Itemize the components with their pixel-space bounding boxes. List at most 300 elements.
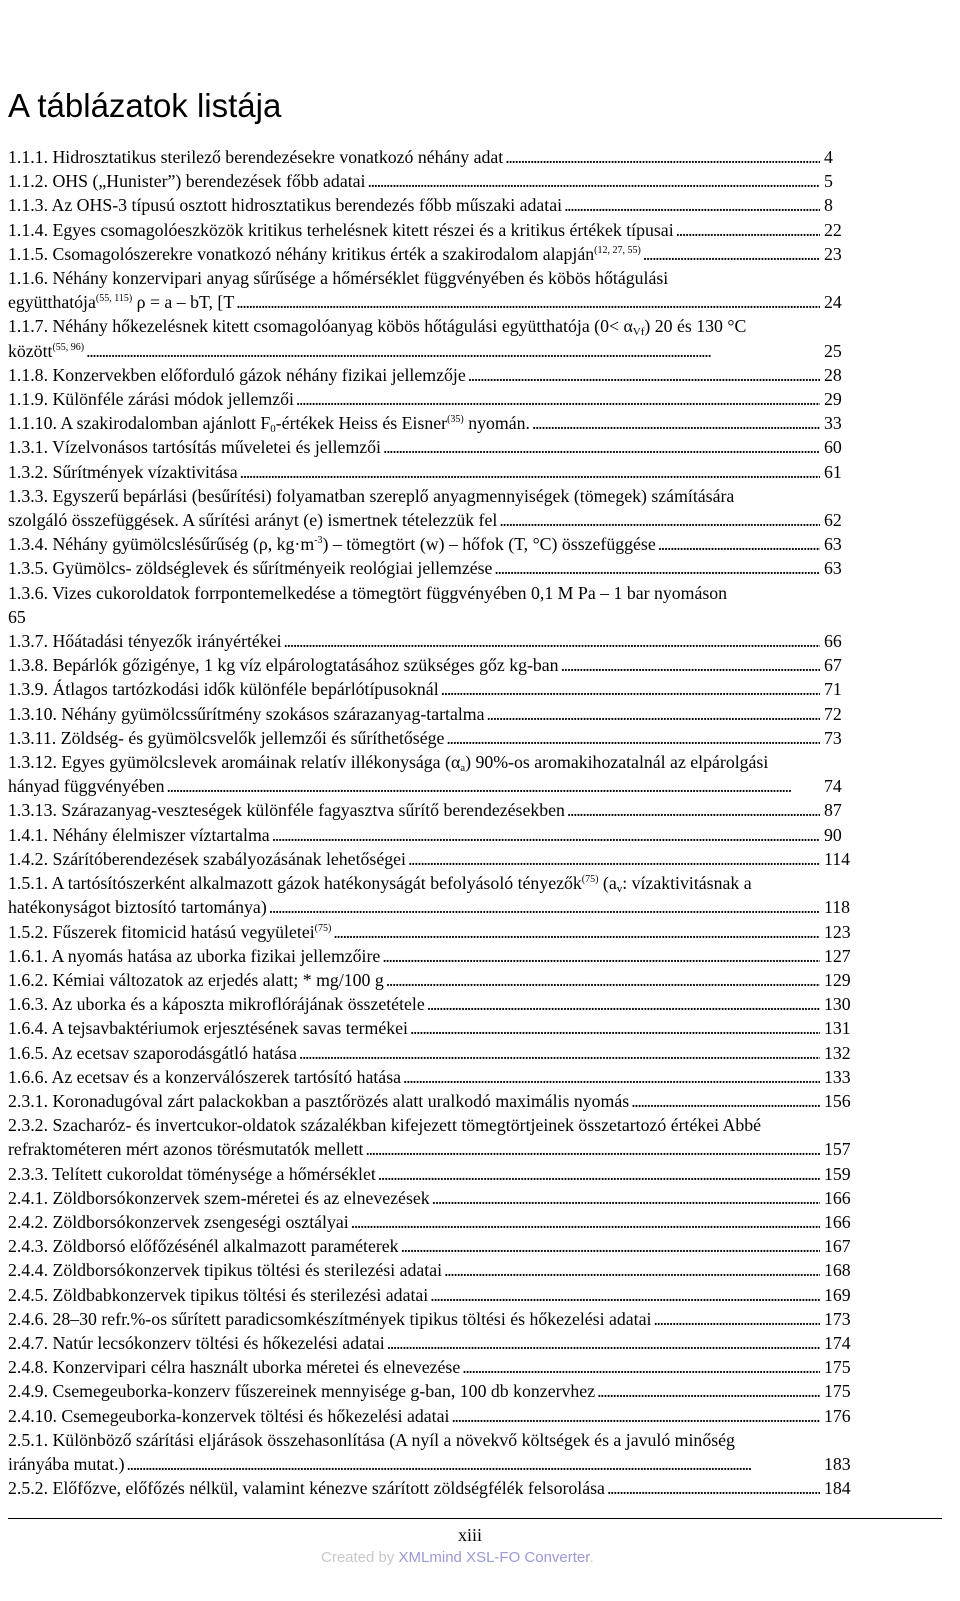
- entry-label: [8, 581, 727, 605]
- entry-title: Csomagolószerekre vonatkozó néhány kritikus érték a szakirodalom alapján: [52, 243, 595, 264]
- converter-credit: [321, 1548, 594, 1568]
- entry-page: 168: [824, 1260, 851, 1281]
- entry-title: Néhány konzervipari anyag sűrűsége a hőmérséklet függvényében és köbös hőtágulási: [52, 268, 669, 289]
- entry-label: [8, 169, 365, 193]
- entry-number: 2.3.1.: [8, 1090, 49, 1111]
- entry-title: Az ecetsav és a konzerválószerek tartósító hatása: [51, 1066, 402, 1087]
- entry-title: Zöldborsókonzervek szem-méretei és az elnevezések: [52, 1187, 430, 1208]
- entry-number: 1.3.2.: [8, 461, 49, 482]
- entry-reference: (12, 27, 55): [594, 244, 641, 256]
- entry-page: 118: [824, 897, 851, 918]
- entry-label: [8, 920, 331, 944]
- entry-title: Egyes gyümölcslevek aromáinak relatív illékonysága (α: [61, 752, 461, 773]
- entry-title: A nyomás hatása az uborka fizikai jellemzőire: [51, 945, 381, 966]
- toc-entry[interactable]: [8, 1428, 852, 1476]
- entry-label: [8, 823, 270, 847]
- entry-number: 1.4.1.: [8, 824, 49, 845]
- entry-label: [8, 218, 674, 242]
- toc-entry[interactable]: [8, 556, 852, 580]
- entry-number: 1.6.2.: [8, 969, 49, 990]
- toc-entry[interactable]: [8, 871, 852, 919]
- entry-page: 127: [824, 945, 851, 966]
- entry-label: [8, 532, 656, 556]
- entry-title-continued: ) 90%-os aromakihozatalnál az elpárolgási: [465, 752, 769, 773]
- entry-title: A szakirodalomban ajánlott F: [60, 413, 271, 434]
- toc-entry[interactable]: [8, 1404, 852, 1428]
- leader-dots: [366, 1137, 821, 1161]
- entry-number: 1.1.8.: [8, 364, 49, 385]
- entry-title: Gyümölcs- zöldséglevek és sűrítményeik reológiai jellemzése: [52, 558, 493, 579]
- entry-label: [8, 363, 466, 387]
- leader-dots: [462, 1355, 820, 1379]
- leader-dots: [567, 798, 820, 822]
- entry-label: [8, 677, 439, 701]
- entry-number: 1.5.1.: [8, 873, 49, 894]
- toc-entry[interactable]: [8, 1065, 852, 1089]
- toc-entry[interactable]: [8, 823, 852, 847]
- entry-number: 1.1.10.: [8, 413, 57, 434]
- entry-label-continued: [8, 774, 165, 798]
- entry-number: 1.1.9.: [8, 389, 49, 410]
- entry-label: [8, 193, 562, 217]
- leader-dots: [383, 435, 820, 459]
- entry-title: Zöldborsókonzervek tipikus töltési és sterilezési adatai: [52, 1260, 443, 1281]
- entry-page: 175: [824, 1381, 851, 1402]
- entry-number: 1.6.1.: [8, 945, 49, 966]
- entry-subscript: v: [616, 883, 623, 896]
- entry-number: 1.6.3.: [8, 994, 49, 1015]
- leader-dots: [505, 145, 820, 169]
- entry-title-continued: együtthatója: [8, 292, 96, 313]
- entry-title: Zöldborsó előfőzésénél alkalmazott paraméterek: [52, 1236, 399, 1257]
- entry-page: 133: [824, 1066, 851, 1087]
- leader-dots: [607, 1476, 820, 1500]
- entry-title: Szacharóz- és invertcukor-oldatok százalékban kifejezett tömegtörtjeinek összetartozó értékei Abbé: [52, 1115, 762, 1136]
- entry-title: Koronadugóval zárt palackokban a pasztőrözés alatt uralkodó maximális nyomás: [52, 1090, 630, 1111]
- entry-title: Néhány gyümölcslésűrűség (ρ, kg·m: [52, 534, 315, 555]
- leader-dots: [451, 1404, 820, 1428]
- entry-title: Konzervekben előforduló gázok néhány fizikai jellemzője: [52, 364, 466, 385]
- entry-page: 159: [824, 1163, 851, 1184]
- toc-entry[interactable]: [8, 1210, 852, 1234]
- leader-dots: [653, 1307, 820, 1331]
- leader-dots: [367, 169, 820, 193]
- entry-title-tail: ρ = a – bT, [T: [132, 292, 235, 313]
- leader-dots: [410, 1016, 820, 1040]
- entry-number: 1.6.6.: [8, 1066, 49, 1087]
- entry-label: [8, 1041, 297, 1065]
- entry-number: 1.3.6.: [8, 582, 49, 603]
- entry-page: 22: [824, 219, 842, 240]
- entry-title: Különféle zárási módok jellemzői: [52, 389, 294, 410]
- entry-label: [8, 992, 425, 1016]
- entry-number: 1.3.9.: [8, 679, 49, 700]
- entry-number: 1.1.2.: [8, 171, 49, 192]
- entry-number: 1.6.4.: [8, 1018, 49, 1039]
- entry-label: [8, 1355, 460, 1379]
- entry-number: 2.4.3.: [8, 1236, 49, 1257]
- toc-entry[interactable]: [8, 750, 852, 798]
- entry-page: 23: [824, 243, 842, 264]
- entry-title-continued: szolgáló összefüggések. A sűrítési arányt (e) ismertnek tételezzük fel: [8, 510, 498, 531]
- entry-reference: (55, 96): [52, 341, 85, 353]
- leader-dots: [468, 363, 820, 387]
- entry-title: Vízelvonásos tartósítás műveletei és jellemzői: [52, 437, 381, 458]
- entry-title: Néhány élelmiszer víztartalma: [52, 824, 270, 845]
- entry-page: 176: [824, 1405, 851, 1426]
- credit-prefix: Created by: [321, 1549, 399, 1566]
- entry-label: [8, 847, 406, 871]
- entry-label: [8, 702, 485, 726]
- entry-title: Szárítóberendezések szabályozásának lehetőségei: [52, 848, 406, 869]
- entry-page: 132: [824, 1042, 851, 1063]
- entry-page: 5: [824, 171, 833, 192]
- toc-entry[interactable]: [8, 920, 852, 944]
- entry-page: 63: [824, 558, 842, 579]
- entry-title-continued: irányába mutat.): [8, 1453, 125, 1474]
- leader-dots: [272, 823, 820, 847]
- entry-subscript: Vf: [632, 326, 645, 339]
- entry-title-continued: hányad függvényében: [8, 776, 165, 797]
- entry-subscript: 0: [270, 423, 276, 436]
- entry-number: 2.5.2.: [8, 1478, 49, 1499]
- toc-entry[interactable]: [8, 435, 852, 459]
- leader-dots: [296, 387, 820, 411]
- entry-title-tail: : vízaktivitásnak a: [622, 873, 752, 894]
- entry-page: 114: [824, 848, 851, 869]
- toc-entry[interactable]: [8, 1379, 852, 1403]
- leader-dots: [86, 339, 820, 363]
- toc-entry[interactable]: [8, 677, 852, 701]
- entry-page: 131: [824, 1018, 851, 1039]
- entry-title: Telített cukoroldat töménysége a hőmérséklet: [52, 1163, 376, 1184]
- leader-dots: [240, 460, 820, 484]
- entry-page: 73: [824, 727, 842, 748]
- entry-reference: (75): [581, 874, 599, 886]
- toc-entry[interactable]: [8, 726, 852, 750]
- entry-number: 1.1.3.: [8, 195, 49, 216]
- entry-number: 1.3.13.: [8, 800, 57, 821]
- entry-label: [8, 1089, 629, 1113]
- entry-title: Az uborka és a káposzta mikroflórájának összetétele: [51, 994, 425, 1015]
- toc-entry[interactable]: [8, 193, 852, 217]
- toc-entry[interactable]: [8, 411, 852, 435]
- entry-label: [8, 460, 238, 484]
- leader-dots: [386, 968, 820, 992]
- entry-reference: -3: [314, 535, 323, 547]
- entry-label: [8, 1162, 376, 1186]
- entry-label: [8, 798, 565, 822]
- entry-label: [8, 750, 768, 774]
- entry-label-continued: [8, 1452, 125, 1476]
- entry-title: Bepárlók gőzigénye, 1 kg víz elpárologtatásához szükséges gőz kg-ban: [52, 655, 559, 676]
- entry-title-continued: 65: [8, 606, 26, 627]
- toc-entry[interactable]: [8, 992, 852, 1016]
- toc-entry[interactable]: [8, 1331, 852, 1355]
- leader-dots: [561, 653, 820, 677]
- entry-title-continued: ) 20 és 130 °C: [644, 316, 747, 337]
- entry-page: 90: [824, 824, 842, 845]
- entry-number: 1.3.4.: [8, 534, 49, 555]
- entry-title-tail: ) – tömegtört (w) – hőfok (T, °C) összefüggése: [322, 534, 656, 555]
- leader-dots: [408, 847, 820, 871]
- entry-number: 2.3.2.: [8, 1115, 49, 1136]
- entry-page: 60: [824, 437, 842, 458]
- toc-entry[interactable]: [8, 1186, 852, 1210]
- toc-entry[interactable]: [8, 944, 852, 968]
- entry-title: Fűszerek fitomicid hatású vegyületei: [52, 921, 315, 942]
- entry-number: 2.5.1.: [8, 1429, 49, 1450]
- toc-entry[interactable]: [8, 363, 852, 387]
- leader-dots: [378, 1162, 820, 1186]
- entry-number: 1.1.5.: [8, 243, 49, 264]
- entry-label: [8, 1258, 442, 1282]
- toc-entry[interactable]: [8, 218, 852, 242]
- leader-dots: [676, 218, 820, 242]
- entry-label: [8, 1404, 449, 1428]
- entry-title-continued: hatékonyságot biztosító tartománya): [8, 897, 267, 918]
- entry-label: [8, 1210, 349, 1234]
- entry-title: Szárazanyag-veszteségek különféle fagyasztva sűrítő berendezésekben: [61, 800, 565, 821]
- entry-label: [8, 1379, 595, 1403]
- entry-title: Az OHS-3 típusú osztott hidrosztatikus berendezés főbb műszaki adatai: [51, 195, 563, 216]
- entry-page: 72: [824, 703, 842, 724]
- leader-dots: [564, 193, 820, 217]
- entry-label: [8, 1476, 605, 1500]
- entry-number: 1.3.10.: [8, 703, 57, 724]
- entry-label: [8, 484, 734, 508]
- entry-page: 71: [824, 679, 842, 700]
- entry-title: 28–30 refr.%-os sűrített paradicsomkészítmények tipikus töltési és hőkezelési adatai: [52, 1308, 652, 1329]
- entry-number: 1.3.11.: [8, 727, 57, 748]
- entry-page: 29: [824, 389, 842, 410]
- entry-label-continued: [8, 1137, 364, 1161]
- entry-subscript: a: [460, 762, 466, 775]
- entry-number: 2.4.9.: [8, 1381, 49, 1402]
- leader-dots: [333, 920, 820, 944]
- entry-number: 1.3.3.: [8, 485, 49, 506]
- entry-number: 1.3.5.: [8, 558, 49, 579]
- entry-label: [8, 435, 381, 459]
- leader-dots: [427, 992, 820, 1016]
- leader-dots: [487, 702, 820, 726]
- leader-dots: [658, 532, 820, 556]
- entry-number: 2.4.6.: [8, 1308, 49, 1329]
- entry-page: 33: [824, 413, 842, 434]
- entry-number: 2.4.10.: [8, 1405, 57, 1426]
- entry-label: [8, 1307, 651, 1331]
- entry-label: [8, 314, 746, 338]
- entry-title: Sűrítmények vízaktivitása: [52, 461, 238, 482]
- toc-entry[interactable]: [8, 968, 852, 992]
- entry-title-continued: -értékek Heiss és Eisner: [275, 413, 448, 434]
- entry-label: [8, 387, 294, 411]
- entry-title: Konzervipari célra használt uborka méretei és elnevezése: [52, 1357, 461, 1378]
- leader-dots: [499, 508, 820, 532]
- entry-label: [8, 1186, 430, 1210]
- entry-title: Natúr lecsókonzerv töltési és hőkezelési adatai: [52, 1332, 385, 1353]
- entry-page: 61: [824, 461, 842, 482]
- leader-dots: [351, 1210, 820, 1234]
- footer-rule: [8, 1518, 942, 1519]
- entry-title: Csemegeuborka-konzerv fűszereinek mennyisége g-ban, 100 db konzervhez: [52, 1381, 596, 1402]
- entry-page: 123: [824, 921, 851, 942]
- toc-entry[interactable]: [8, 1355, 852, 1379]
- toc-entry[interactable]: [8, 145, 852, 169]
- entry-label: [8, 556, 492, 580]
- entry-title: Hőátadási tényezők irányértékei: [52, 631, 282, 652]
- toc-entry[interactable]: [8, 266, 852, 314]
- toc-entry[interactable]: [8, 169, 852, 193]
- entry-title-continued: refraktométeren mért azonos törésmutatók mellett: [8, 1139, 364, 1160]
- entry-title: A tejsavbaktériumok erjesztésének savas termékei: [51, 1018, 408, 1039]
- leader-dots: [597, 1379, 820, 1403]
- entry-reference: (35): [447, 414, 464, 426]
- entry-number: 1.3.12.: [8, 752, 57, 773]
- entry-label: [8, 871, 752, 895]
- page-title: A táblázatok listája: [8, 87, 282, 124]
- entry-label: [8, 1065, 401, 1089]
- entry-page: 166: [824, 1187, 851, 1208]
- entry-page: 62: [824, 510, 842, 531]
- toc-entry[interactable]: [8, 1234, 852, 1258]
- entry-number: 1.3.7.: [8, 631, 49, 652]
- toc-entry[interactable]: [8, 702, 852, 726]
- leader-dots: [284, 629, 820, 653]
- entry-page: 167: [824, 1236, 851, 1257]
- leader-dots: [127, 1452, 820, 1476]
- toc-entry[interactable]: [8, 847, 852, 871]
- entry-title: Előfőzve, előfőzés nélkül, valamint kénezve szárított zöldségfélék felsorolása: [52, 1478, 605, 1499]
- entry-page: 169: [824, 1284, 851, 1305]
- toc-entry[interactable]: [8, 1162, 852, 1186]
- toc-entry[interactable]: [8, 242, 852, 266]
- entry-number: 2.4.5.: [8, 1284, 49, 1305]
- entry-page: 183: [824, 1453, 851, 1474]
- entry-page: 175: [824, 1357, 851, 1378]
- entry-reference: (75): [314, 922, 332, 934]
- entry-page: 28: [824, 364, 842, 385]
- entry-label: [8, 944, 380, 968]
- entry-page: 130: [824, 994, 851, 1015]
- entry-page: 25: [824, 340, 842, 361]
- entry-label: [8, 411, 530, 435]
- leader-dots: [236, 290, 820, 314]
- toc-entry[interactable]: [8, 387, 852, 411]
- entry-page: 8: [824, 195, 833, 216]
- leader-dots: [403, 1065, 820, 1089]
- toc-entry[interactable]: [8, 460, 852, 484]
- entry-number: 1.1.1.: [8, 147, 49, 167]
- entry-title: Az ecetsav szaporodásgátló hatása: [51, 1042, 297, 1063]
- entry-label: [8, 1283, 428, 1307]
- entry-page: 173: [824, 1308, 851, 1329]
- entry-label: [8, 242, 641, 266]
- entry-label: [8, 1113, 761, 1137]
- toc-entry[interactable]: [8, 532, 852, 556]
- entry-label-continued: [8, 290, 234, 314]
- credit-suffix: .: [589, 1549, 594, 1566]
- entry-page: 4: [824, 147, 833, 167]
- entry-title: Zöldség- és gyümölcsvelők jellemzői és sűríthetősége: [60, 727, 445, 748]
- toc-entry[interactable]: [8, 798, 852, 822]
- toc-entry[interactable]: [8, 484, 852, 532]
- toc-entry[interactable]: [8, 629, 852, 653]
- entry-title: Egyszerű bepárlási (besűrítési) folyamatban szereplő anyagmennyiségek (tömegek) számítására: [52, 485, 735, 506]
- entry-page: 67: [824, 655, 842, 676]
- entry-title: OHS („Hunister”) berendezések főbb adatai: [52, 171, 366, 192]
- entry-page: 174: [824, 1332, 851, 1353]
- leader-dots: [643, 242, 820, 266]
- toc-entry[interactable]: [8, 314, 852, 362]
- toc-entry[interactable]: [8, 1476, 852, 1500]
- leader-dots: [167, 774, 820, 798]
- entry-page: 63: [824, 534, 842, 555]
- leader-dots: [446, 726, 820, 750]
- toc-entry[interactable]: [8, 653, 852, 677]
- entry-title-continued: között: [8, 340, 53, 361]
- entry-label: [8, 726, 444, 750]
- entry-number: 1.3.1.: [8, 437, 49, 458]
- entry-title: Hidrosztatikus sterilező berendezésekre vonatkozó néhány adat: [52, 147, 504, 167]
- entry-label-continued: [8, 508, 497, 532]
- toc-entry[interactable]: [8, 1113, 852, 1161]
- entry-title: Zöldborsókonzervek zsengeségi osztályai: [52, 1211, 349, 1232]
- entry-title: Kémiai változatok az erjedés alatt; * mg/100 g: [52, 969, 384, 990]
- leader-dots: [441, 677, 820, 701]
- entry-label: [8, 1234, 399, 1258]
- entry-title: Zöldbabkonzervek tipikus töltési és sterilezési adatai: [52, 1284, 429, 1305]
- entry-title: A tartósítószerként alkalmazott gázok hatékonyságát befolyásoló tényezők: [51, 873, 582, 894]
- entry-number: 1.3.8.: [8, 655, 49, 676]
- entry-label: [8, 1428, 735, 1452]
- toc-entry[interactable]: [8, 1089, 852, 1113]
- entry-number: 2.4.8.: [8, 1357, 49, 1378]
- entry-number: 1.1.6.: [8, 268, 49, 289]
- table-of-tables: [8, 145, 852, 1500]
- entry-number: 1.5.2.: [8, 921, 49, 942]
- entry-label: [8, 629, 282, 653]
- entry-page: 74: [824, 776, 842, 797]
- entry-page: 166: [824, 1211, 851, 1232]
- entry-title-tail: (a: [598, 873, 617, 894]
- entry-title: Néhány gyümölcssűrítmény szokásos szárazanyag-tartalma: [61, 703, 485, 724]
- entry-label-continued: [8, 895, 267, 919]
- credit-link[interactable]: XMLmind XSL-FO Converter: [398, 1549, 590, 1566]
- leader-dots: [382, 944, 820, 968]
- toc-entry[interactable]: [8, 1283, 852, 1307]
- entry-label: [8, 1016, 408, 1040]
- entry-number: 2.4.4.: [8, 1260, 49, 1281]
- leader-dots: [401, 1234, 820, 1258]
- entry-label: [8, 968, 384, 992]
- leader-dots: [494, 556, 820, 580]
- leader-dots: [299, 1041, 820, 1065]
- entry-reference: (55, 115): [95, 293, 133, 305]
- entry-number: 2.4.7.: [8, 1332, 49, 1353]
- entry-label: [8, 145, 503, 169]
- entry-page: 87: [824, 800, 842, 821]
- leader-dots: [387, 1331, 820, 1355]
- toc-entry[interactable]: [8, 581, 852, 629]
- toc-entry[interactable]: [8, 1307, 852, 1331]
- leader-dots: [432, 1186, 820, 1210]
- entry-number: 2.4.1.: [8, 1187, 49, 1208]
- toc-entry[interactable]: [8, 1258, 852, 1282]
- leader-dots: [430, 1283, 820, 1307]
- toc-entry[interactable]: [8, 1016, 852, 1040]
- toc-entry[interactable]: [8, 1041, 852, 1065]
